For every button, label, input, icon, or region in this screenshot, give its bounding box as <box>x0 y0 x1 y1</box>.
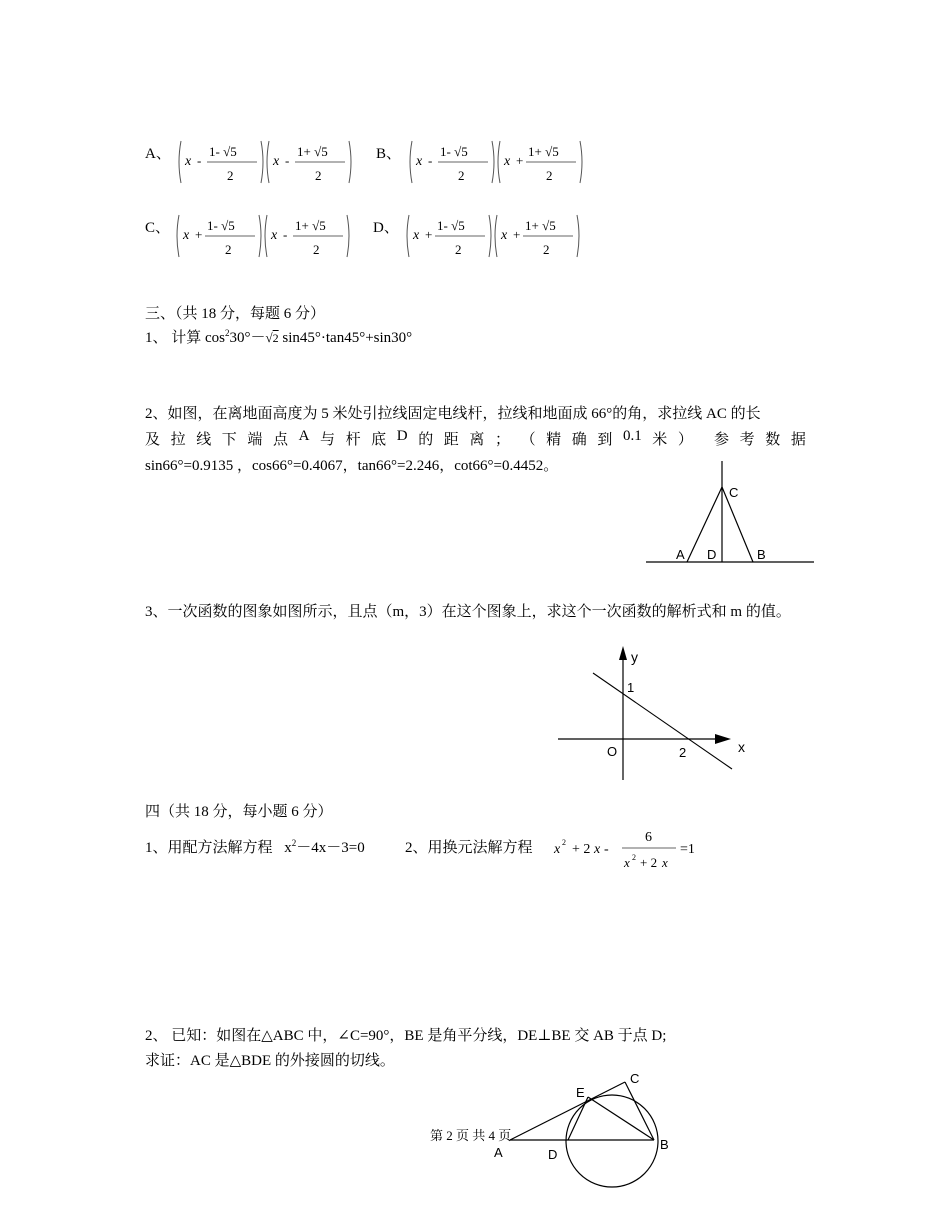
spread-word: 到 <box>597 432 613 448</box>
svg-text:+ 2: + 2 <box>640 855 658 870</box>
spread-word: 精 <box>546 432 562 448</box>
q1-prefix: 1、 计算 cos <box>145 330 225 346</box>
spread-word: 参 <box>714 432 730 448</box>
label-e: E <box>576 1085 585 1100</box>
section3-q2-line2 <box>145 428 806 449</box>
spread-word: ） <box>677 432 693 448</box>
spread-word: 考 <box>739 432 755 448</box>
svg-text:-: - <box>197 153 202 168</box>
spread-word: 点 <box>272 432 288 448</box>
svg-text:x: x <box>183 228 190 243</box>
svg-text:2: 2 <box>543 242 550 257</box>
label-b: B <box>757 547 766 562</box>
section3-title: 三、（共 18 分，每题 6 分） <box>145 306 326 322</box>
section3-q1 <box>145 326 412 347</box>
spread-word: 米 <box>652 432 668 448</box>
x-axis-arrow <box>715 734 731 744</box>
eq-sup: 2 <box>291 838 297 848</box>
q1-suffix: sin45°·tan45°+sin30° <box>282 330 413 346</box>
spread-word: 据 <box>790 432 806 448</box>
spread-word: D <box>396 428 408 444</box>
svg-text:1- √5: 1- √5 <box>207 218 235 233</box>
pole-figure <box>640 455 820 570</box>
spread-word: 的 <box>418 432 434 448</box>
svg-text:x: x <box>504 154 511 169</box>
svg-text:x: x <box>413 228 420 243</box>
x-label: x <box>738 739 745 755</box>
svg-text:x: x <box>594 842 601 857</box>
svg-text:6: 6 <box>645 830 652 845</box>
svg-text:x: x <box>416 154 423 169</box>
option-formula <box>173 212 353 260</box>
svg-text:-: - <box>285 153 290 168</box>
spread-word: A <box>298 428 310 444</box>
section3-q2-line3: sin66°=0.9135 ，cos66°=0.4067，tan66°=2.246，cot66°=0.4452。 <box>145 458 559 474</box>
section4-q3-line2: 求证：AC 是△BDE 的外接圆的切线。 <box>145 1053 395 1069</box>
svg-text:-: - <box>428 153 433 168</box>
svg-text:2: 2 <box>455 242 462 257</box>
svg-text:2: 2 <box>315 168 322 183</box>
label-a: A <box>494 1145 503 1160</box>
linear-graph <box>553 640 753 785</box>
svg-text:=1: =1 <box>680 842 695 857</box>
spread-word: 0.1 <box>622 428 642 444</box>
svg-text:1+ √5: 1+ √5 <box>525 218 556 233</box>
svg-text:1- √5: 1- √5 <box>437 218 465 233</box>
svg-text:2: 2 <box>546 168 553 183</box>
svg-text:1- √5: 1- √5 <box>209 144 237 159</box>
segment-ed <box>568 1097 588 1140</box>
spread-word: （ <box>520 432 536 448</box>
svg-text:x: x <box>554 842 561 857</box>
x-intercept-label: 2 <box>679 745 687 760</box>
option-formula <box>406 138 586 186</box>
svg-text:1+ √5: 1+ √5 <box>528 144 559 159</box>
label-d: D <box>707 547 717 562</box>
svg-text:2: 2 <box>227 168 234 183</box>
q1-label: 1、用配方法解方程 <box>145 840 273 856</box>
option-label: A、 <box>145 146 171 162</box>
section4-title: 四（共 18 分，每小题 6 分） <box>145 804 333 820</box>
svg-text:+: + <box>195 227 203 242</box>
circumcircle <box>566 1095 658 1187</box>
svg-text:2: 2 <box>562 838 566 847</box>
svg-text:x: x <box>185 154 192 169</box>
y-axis-arrow <box>619 646 627 660</box>
q1-sup: 2 <box>225 328 230 338</box>
section3-q2-line1: 2、如图，在离地面高度为 5 米处引拉线固定电线杆，拉线和地面成 66°的角，求拉线 AC 的长 <box>145 406 761 422</box>
svg-text:2: 2 <box>632 853 636 862</box>
sqrt-symbol: √ <box>265 330 273 345</box>
segment-eb <box>588 1097 654 1140</box>
spread-word: 杆 <box>345 432 361 448</box>
eq-rest: －4x－3=0 <box>296 840 365 856</box>
substitution-equation <box>552 823 712 873</box>
q1-equation <box>284 840 364 856</box>
svg-text:1+ √5: 1+ √5 <box>297 144 328 159</box>
svg-text:+: + <box>425 227 433 242</box>
segment-cb <box>625 1082 654 1140</box>
spread-word: 下 <box>221 432 237 448</box>
y-intercept-label: 1 <box>627 680 635 695</box>
svg-text:-: - <box>604 842 609 857</box>
spread-word: ； <box>494 432 510 448</box>
svg-text:x: x <box>273 154 280 169</box>
svg-text:x: x <box>271 228 278 243</box>
svg-text:+: + <box>513 227 521 242</box>
svg-text:+: + <box>516 153 524 168</box>
section4-q3-line1: 2、 已知：如图在△ABC 中，∠C=90°，BE 是角平分线，DE⊥BE 交 AB 于点 D; <box>145 1028 667 1044</box>
svg-text:1- √5: 1- √5 <box>440 144 468 159</box>
page-footer: 第 2 页 共 4 页 <box>430 1128 512 1143</box>
option-formula <box>175 138 355 186</box>
spread-word: 数 <box>765 432 781 448</box>
section4-q2-label: 2、用换元法解方程 <box>405 840 533 856</box>
spread-word: 拉 <box>170 432 186 448</box>
origin-label: O <box>607 744 618 759</box>
svg-text:1+ √5: 1+ √5 <box>295 218 326 233</box>
option-label: B、 <box>376 146 402 162</box>
eq-x: x <box>284 840 292 856</box>
svg-text:+ 2: + 2 <box>572 842 591 857</box>
spread-word: 及 <box>145 432 161 448</box>
q1-mid: 30°－ <box>229 330 266 346</box>
label-c: C <box>630 1071 640 1086</box>
svg-text:x: x <box>624 855 630 870</box>
label-a: A <box>676 547 685 562</box>
option-formula <box>403 212 583 260</box>
sqrt-value: 2 <box>272 331 279 345</box>
spread-word: 距 <box>443 432 459 448</box>
section4-q1 <box>145 836 365 857</box>
spread-word: 与 <box>319 432 335 448</box>
svg-text:x: x <box>501 228 508 243</box>
svg-text:-: - <box>283 227 288 242</box>
label-c: C <box>729 485 739 500</box>
spread-word: 线 <box>196 432 212 448</box>
label-d: D <box>548 1147 558 1162</box>
section3-q3: 3、一次函数的图象如图所示，且点（m，3）在这个图象上，求这个一次函数的解析式和 m 的值。 <box>145 604 791 620</box>
spread-word: 底 <box>371 432 387 448</box>
svg-text:2: 2 <box>458 168 465 183</box>
spread-word: 端 <box>247 432 263 448</box>
svg-text:2: 2 <box>313 242 320 257</box>
svg-text:x: x <box>662 855 668 870</box>
option-label: C、 <box>145 220 171 236</box>
option-label: D、 <box>373 220 399 236</box>
spread-word: 确 <box>571 432 587 448</box>
spread-word: 离 <box>469 432 485 448</box>
wire-ac <box>687 487 722 562</box>
y-label: y <box>631 649 638 665</box>
svg-text:2: 2 <box>225 242 232 257</box>
label-b: B <box>660 1137 669 1152</box>
